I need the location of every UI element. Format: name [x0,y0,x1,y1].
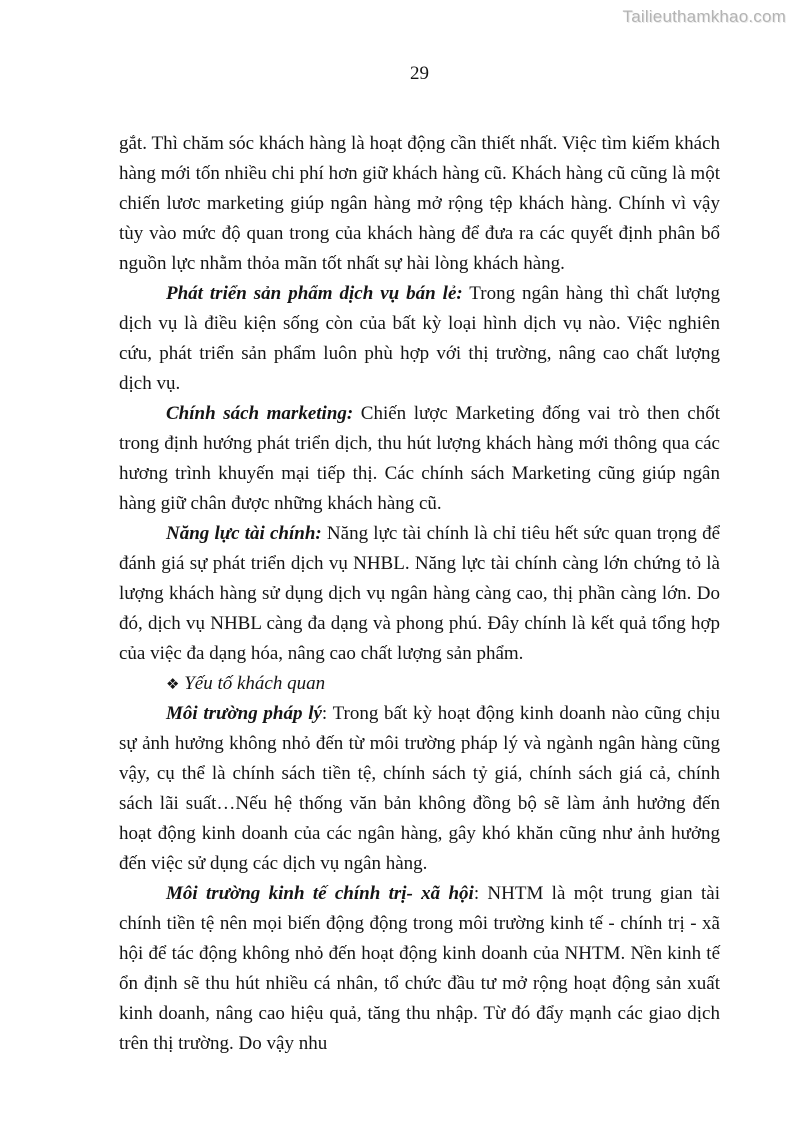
page-body [119,129,720,1059]
paragraph [119,699,720,879]
page-number: 29 [410,63,429,84]
watermark: Tailieuthamkhao.com [622,7,786,26]
paragraph [119,129,720,279]
paragraph-text: : NHTM là một trung gian tài chính tiền tệ nên mọi biến động động trong môi trường kinh tế - chính trị - xã hội để tác động không nhỏ đến hoạt động kinh doanh của NHTM. Nền kinh tế ổn định sẽ thu hút nhiều cá nhân, tổ chức đầu tư mở rộng hoạt động sản xuất kinh doanh, nâng cao hiệu quả, tăng thu nhập. Từ đó đẩy mạnh các giao dịch trên thị trường. Do vậy nhu [119,883,720,1054]
paragraph [119,399,720,519]
paragraph-lead: Môi trường pháp lý [166,703,322,724]
paragraph-text: gắt. Thì chăm sóc khách hàng là hoạt động cần thiết nhất. Việc tìm kiếm khách hàng mới tốn nhiều chi phí hơn giữ khách hàng cũ. Khách hàng cũ cũng là một chiến lươc marketing giúp ngân hàng mở rộng tệp khách hàng. Chính vì vậy tùy vào mức độ quan trong của khách hàng để đưa ra các quyết định phân bổ nguồn lực nhằm thỏa mãn tốt nhất sự hài lòng khách hàng. [119,133,720,274]
paragraph [119,879,720,1059]
bullet-item-label: Yếu tố khách quan [184,673,326,694]
paragraph-text: Năng lực tài chính là chỉ tiêu hết sức quan trọng để đánh giá sự phát triển dịch vụ NHBL. Năng lực tài chính càng lớn chứng tỏ là lượng khách hàng sử dụng dịch vụ ngân hàng càng cao, thị phần càng lớn. Do đó, dịch vụ NHBL càng đa dạng và phong phú. Đây chính là kết quả tổng hợp của việc đa dạng hóa, nâng cao chất lượng sản phẩm. [119,523,720,664]
paragraph-lead: Chính sách marketing: [166,403,354,424]
diamond-bullet-icon: ❖ [166,675,180,693]
paragraph-text: : Trong bất kỳ hoạt động kinh doanh nào cũng chịu sự ảnh hưởng không nhỏ đến từ môi trường pháp lý và ngành ngân hàng cũng vậy, cụ thể là chính sách tiền tệ, chính sách tỷ giá, chính sách giá cả, chính sách lãi suất…Nếu hệ thống văn bản không đồng bộ sẽ làm ảnh hưởng đến hoạt động kinh doanh của các ngân hàng, gây khó khăn cũng như ảnh hưởng đến việc sử dụng các dịch vụ ngân hàng. [119,703,720,874]
bullet-item [119,669,720,699]
paragraph-lead: Năng lực tài chính: [166,523,322,544]
paragraph-lead: Môi trường kinh tế chính trị- xã hội [166,883,474,904]
paragraph-lead: Phát triển sản phẩm dịch vụ bán lẻ: [166,283,463,304]
paragraph [119,519,720,669]
paragraph [119,279,720,399]
paragraph-text: Chiến lược Marketing đống vai trò then chốt trong định hướng phát triển dịch, thu hút lượng khách hàng mới thông qua các hương trình khuyến mại tiếp thị. Các chính sách Marketing cũng giúp ngân hàng giữ chân được những khách hàng cũ. [119,403,720,514]
paragraph-text: Trong ngân hàng thì chất lượng dịch vụ là điều kiện sống còn của bất kỳ loại hình dịch vụ nào. Việc nghiên cứu, phát triển sản phẩm luôn phù hợp với thị trường, nâng cao chất lượng dịch vụ. [119,283,720,394]
